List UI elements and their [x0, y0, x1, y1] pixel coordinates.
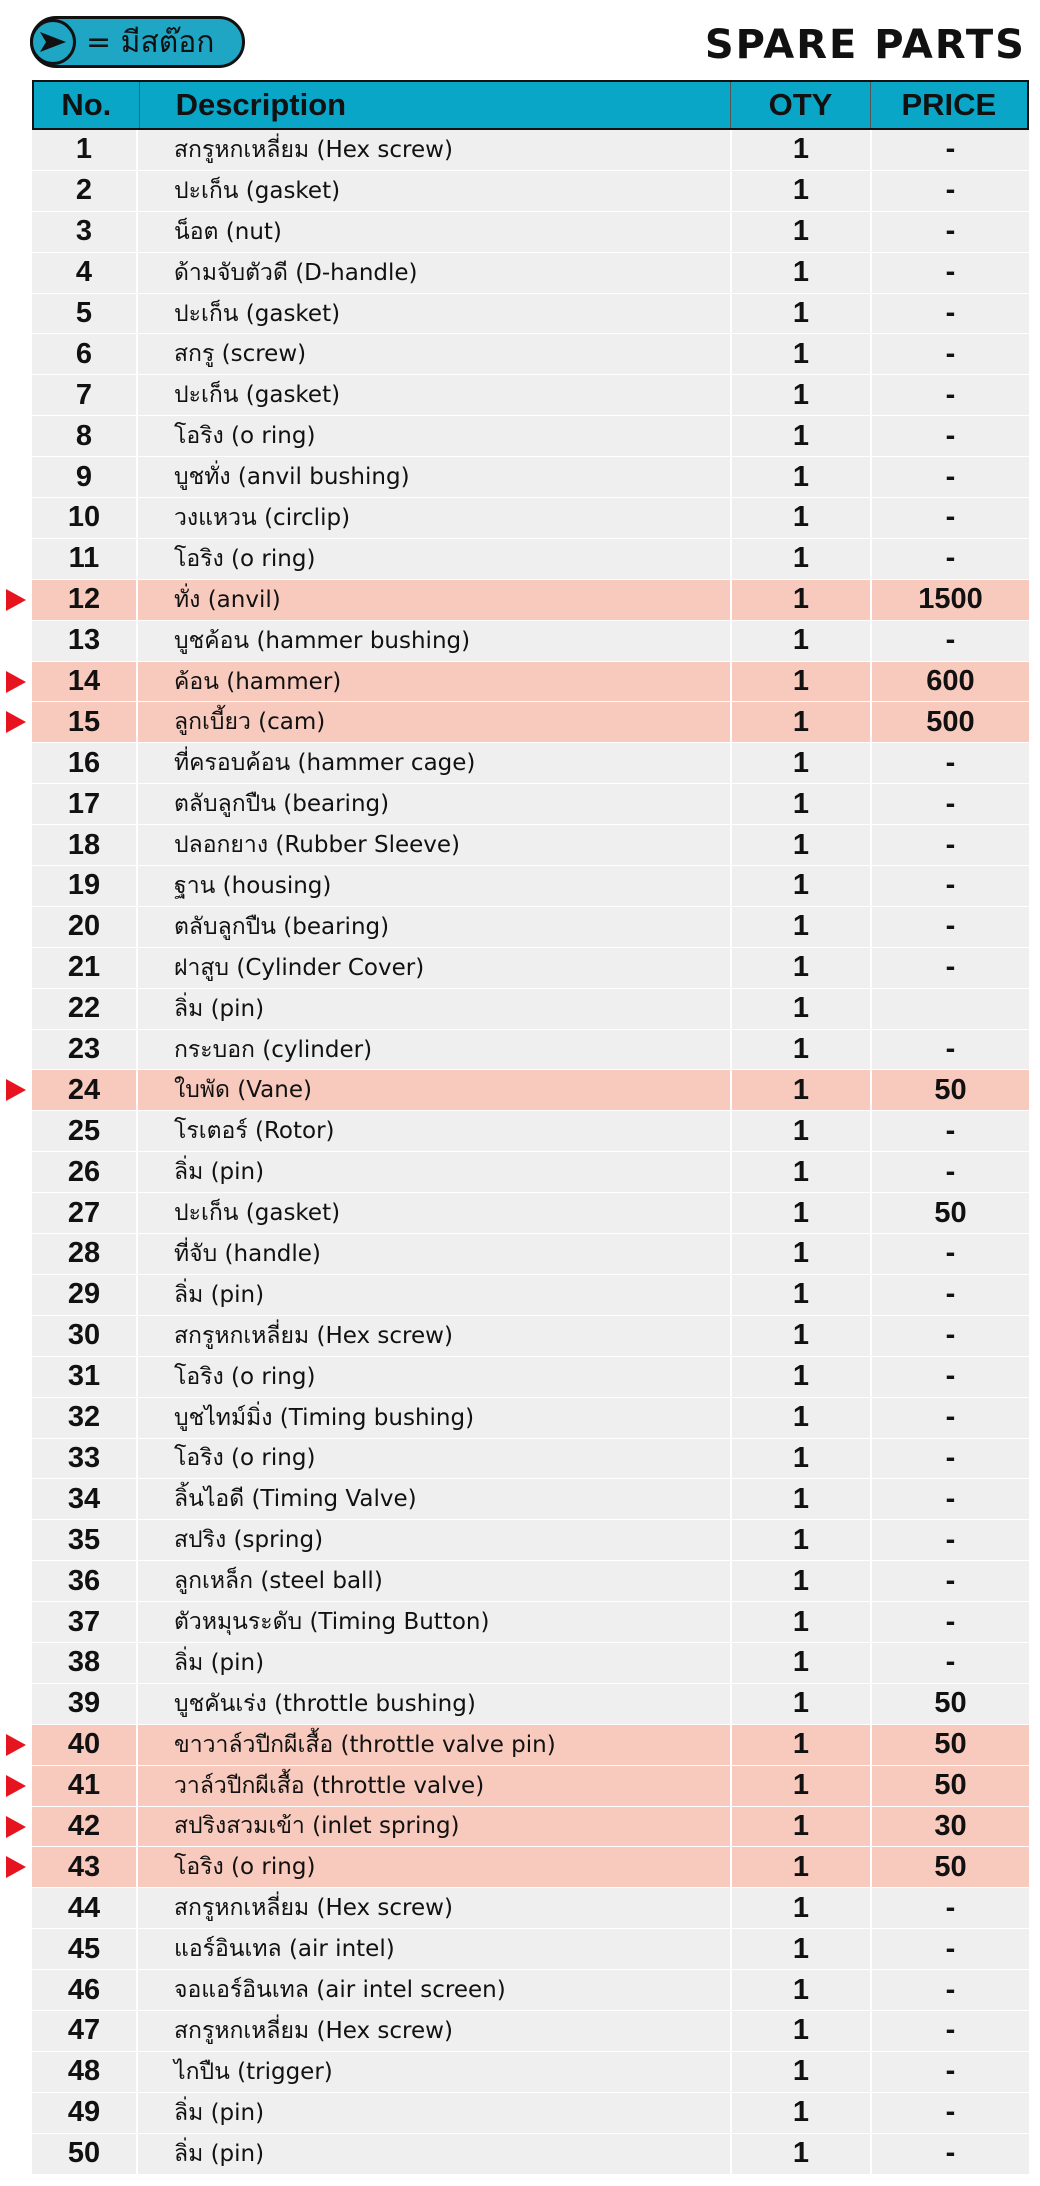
part-price: 50 — [934, 1196, 967, 1229]
part-qty: 1 — [732, 1070, 872, 1110]
part-qty: 1 — [732, 334, 872, 374]
part-price: - — [945, 501, 956, 534]
table-row — [32, 294, 1029, 335]
part-description: ลูกเบี้ยว (cam) — [138, 702, 732, 742]
table-row — [32, 1193, 1029, 1234]
part-price: - — [945, 1482, 956, 1515]
part-number: 25 — [32, 1111, 138, 1151]
part-description: โอริง (o ring) — [138, 539, 732, 579]
part-description: ลิ่ม (pin) — [138, 1275, 732, 1315]
part-price: - — [945, 378, 956, 411]
table-row — [32, 1643, 1029, 1684]
in-stock-marker-icon — [6, 671, 26, 693]
spare-parts-table — [32, 80, 1029, 2175]
part-qty: 1 — [732, 907, 872, 947]
part-description: ใบพัด (Vane) — [138, 1070, 732, 1110]
part-number: 13 — [32, 621, 138, 661]
part-description: โอริง (o ring) — [138, 416, 732, 456]
part-price: - — [945, 1155, 956, 1188]
in-stock-marker-icon — [6, 1079, 26, 1101]
table-row — [32, 702, 1029, 743]
part-price: - — [945, 1891, 956, 1924]
part-qty: 1 — [732, 1929, 872, 1969]
part-number: 5 — [32, 294, 138, 334]
table-row — [32, 784, 1029, 825]
table-row — [32, 2011, 1029, 2052]
table-row — [32, 1111, 1029, 1152]
part-qty: 1 — [732, 416, 872, 456]
part-price: - — [945, 1605, 956, 1638]
in-stock-marker-icon — [6, 1775, 26, 1797]
part-number: 50 — [32, 2134, 138, 2174]
part-description: ลิ้นไอดี (Timing Valve) — [138, 1479, 732, 1519]
part-qty: 1 — [732, 1479, 872, 1519]
part-qty: 1 — [732, 1725, 872, 1765]
part-number: 4 — [32, 253, 138, 293]
page-title: SPARE PARTS — [704, 22, 1026, 68]
part-number: 38 — [32, 1643, 138, 1683]
part-number: 47 — [32, 2011, 138, 2051]
part-qty: 1 — [732, 1357, 872, 1397]
part-description: สกรูหกเหลี่ยม (Hex screw) — [138, 2011, 732, 2051]
part-description: วาล์วปีกผีเสื้อ (throttle valve) — [138, 1766, 732, 1806]
part-price: - — [945, 1932, 956, 1965]
part-price: - — [945, 1646, 956, 1679]
column-header-description: Description — [140, 82, 732, 128]
part-number: 1 — [32, 130, 138, 170]
part-description: วงแหวน (circlip) — [138, 498, 732, 538]
part-price: - — [945, 542, 956, 575]
part-qty: 1 — [732, 662, 872, 702]
table-row — [32, 1520, 1029, 1561]
part-description: ปะเก็น (gasket) — [138, 375, 732, 415]
part-description: ลิ่ม (pin) — [138, 2134, 732, 2174]
part-number: 14 — [32, 662, 138, 702]
table-row — [32, 1561, 1029, 1602]
part-price: - — [945, 297, 956, 329]
table-row — [32, 1807, 1029, 1848]
in-stock-marker-icon — [6, 1734, 26, 1756]
part-price: - — [945, 624, 956, 657]
part-price: - — [945, 256, 956, 289]
part-number: 45 — [32, 1929, 138, 1969]
part-price: - — [945, 746, 956, 779]
part-qty: 1 — [732, 2093, 872, 2133]
part-price: - — [945, 2137, 956, 2170]
part-number: 15 — [32, 702, 138, 742]
part-price: 50 — [934, 1073, 967, 1106]
in-stock-marker-icon — [6, 1856, 26, 1878]
table-row — [32, 1766, 1029, 1807]
part-price: 50 — [934, 1687, 967, 1720]
part-price: - — [945, 460, 956, 493]
part-description: ตลับลูกปืน (bearing) — [138, 907, 732, 947]
part-description: ลิ่ม (pin) — [138, 989, 732, 1029]
part-description: ปะเก็น (gasket) — [138, 294, 732, 334]
part-qty: 1 — [732, 784, 872, 824]
part-number: 7 — [32, 375, 138, 415]
part-description: จอแอร์อินเทล (air intel screen) — [138, 1970, 732, 2010]
table-row — [32, 1479, 1029, 1520]
part-qty: 1 — [732, 212, 872, 252]
table-row — [32, 171, 1029, 212]
column-header-qty: OTY — [731, 82, 870, 128]
part-qty: 1 — [732, 1602, 872, 1642]
part-description: ลูกเหล็ก (steel ball) — [138, 1561, 732, 1601]
part-description: สกรูหกเหลี่ยม (Hex screw) — [138, 1888, 732, 1928]
table-row — [32, 621, 1029, 662]
part-number: 20 — [32, 907, 138, 947]
part-description: โอริง (o ring) — [138, 1357, 732, 1397]
in-stock-marker-icon — [6, 711, 26, 733]
part-number: 39 — [32, 1684, 138, 1724]
part-number: 12 — [32, 580, 138, 620]
part-qty: 1 — [732, 1520, 872, 1560]
part-price: - — [945, 951, 956, 984]
table-row — [32, 2093, 1029, 2134]
table-row — [32, 375, 1029, 416]
part-number: 33 — [32, 1439, 138, 1479]
part-price: - — [945, 2096, 956, 2129]
table-row — [32, 1847, 1029, 1888]
table-row — [32, 1929, 1029, 1970]
part-qty: 1 — [732, 1193, 872, 1233]
table-row — [32, 1316, 1029, 1357]
part-number: 28 — [32, 1234, 138, 1274]
part-number: 22 — [32, 989, 138, 1029]
table-row — [32, 1725, 1029, 1766]
part-price: - — [945, 1360, 956, 1393]
part-qty: 1 — [732, 743, 872, 783]
part-qty: 1 — [732, 1847, 872, 1887]
part-qty: 1 — [732, 948, 872, 988]
part-description: สกรูหกเหลี่ยม (Hex screw) — [138, 130, 732, 170]
part-qty: 1 — [732, 1643, 872, 1683]
table-row — [32, 1152, 1029, 1193]
table-row — [32, 1070, 1029, 1111]
part-price: - — [945, 1564, 956, 1597]
part-description: ปะเก็น (gasket) — [138, 171, 732, 211]
table-row — [32, 334, 1029, 375]
part-price: - — [945, 419, 956, 452]
table-row — [32, 539, 1029, 580]
part-qty: 1 — [732, 1030, 872, 1070]
part-qty: 1 — [732, 1234, 872, 1274]
part-description: ที่จับ (handle) — [138, 1234, 732, 1274]
table-row — [32, 948, 1029, 989]
part-qty: 1 — [732, 253, 872, 293]
part-qty: 1 — [732, 1398, 872, 1438]
part-price: 50 — [934, 1850, 967, 1883]
part-number: 31 — [32, 1357, 138, 1397]
part-qty: 1 — [732, 498, 872, 538]
part-price: - — [945, 1523, 956, 1556]
part-number: 46 — [32, 1970, 138, 2010]
part-number: 30 — [32, 1316, 138, 1356]
part-description: โอริง (o ring) — [138, 1847, 732, 1887]
part-description: ลิ่ม (pin) — [138, 1643, 732, 1683]
part-number: 17 — [32, 784, 138, 824]
part-price: - — [945, 1237, 956, 1270]
part-description: ลิ่ม (pin) — [138, 2093, 732, 2133]
part-qty: 1 — [732, 1316, 872, 1356]
part-qty: 1 — [732, 1275, 872, 1315]
table-row — [32, 1888, 1029, 1929]
part-number: 11 — [32, 539, 138, 579]
part-number: 41 — [32, 1766, 138, 1806]
part-number: 49 — [32, 2093, 138, 2133]
table-row — [32, 1275, 1029, 1316]
part-qty: 1 — [732, 1684, 872, 1724]
table-row — [32, 1398, 1029, 1439]
part-description: ตลับลูกปืน (bearing) — [138, 784, 732, 824]
part-number: 26 — [32, 1152, 138, 1192]
part-description: บูชค้อน (hammer bushing) — [138, 621, 732, 661]
part-qty: 1 — [732, 621, 872, 661]
part-description: น็อต (nut) — [138, 212, 732, 252]
part-number: 3 — [32, 212, 138, 252]
table-row — [32, 457, 1029, 498]
table-row — [32, 130, 1029, 171]
part-qty: 1 — [732, 1439, 872, 1479]
part-number: 40 — [32, 1725, 138, 1765]
part-description: ทั่ง (anvil) — [138, 580, 732, 620]
table-row — [32, 866, 1029, 907]
part-description: โรเตอร์ (Rotor) — [138, 1111, 732, 1151]
part-number: 8 — [32, 416, 138, 456]
part-number: 18 — [32, 825, 138, 865]
part-price: - — [945, 2014, 956, 2047]
part-number: 36 — [32, 1561, 138, 1601]
part-description: ปลอกยาง (Rubber Sleeve) — [138, 825, 732, 865]
part-price: - — [945, 1278, 956, 1311]
part-price: - — [945, 133, 956, 166]
part-qty: 1 — [732, 989, 872, 1029]
part-price: 30 — [934, 1809, 967, 1842]
part-qty: 1 — [732, 457, 872, 497]
part-price: - — [945, 1319, 956, 1352]
part-price: - — [945, 910, 956, 943]
part-description: ฝาสูบ (Cylinder Cover) — [138, 948, 732, 988]
part-description: ลิ่ม (pin) — [138, 1152, 732, 1192]
part-number: 48 — [32, 2052, 138, 2092]
part-qty: 1 — [732, 130, 872, 170]
part-qty: 1 — [732, 375, 872, 415]
table-header — [32, 80, 1029, 130]
part-number: 9 — [32, 457, 138, 497]
part-qty: 1 — [732, 171, 872, 211]
part-price: - — [945, 215, 956, 248]
table-row — [32, 1970, 1029, 2011]
in-stock-marker-icon — [6, 589, 26, 611]
in-stock-legend — [30, 16, 245, 68]
table-body — [32, 130, 1029, 2175]
table-row — [32, 1439, 1029, 1480]
part-price: 50 — [934, 1728, 967, 1761]
part-description: โอริง (o ring) — [138, 1439, 732, 1479]
part-description: ไกปืน (trigger) — [138, 2052, 732, 2092]
part-price: - — [945, 1033, 956, 1066]
part-number: 10 — [32, 498, 138, 538]
table-row — [32, 989, 1029, 1030]
part-number: 29 — [32, 1275, 138, 1315]
table-row — [32, 1684, 1029, 1725]
part-price: 500 — [926, 705, 975, 738]
part-qty: 1 — [732, 539, 872, 579]
part-description: กระบอก (cylinder) — [138, 1030, 732, 1070]
table-row — [32, 2134, 1029, 2175]
part-number: 42 — [32, 1807, 138, 1847]
table-row — [32, 825, 1029, 866]
table-row — [32, 907, 1029, 948]
part-number: 2 — [32, 171, 138, 211]
part-description: ด้ามจับตัวดี (D-handle) — [138, 253, 732, 293]
table-row — [32, 498, 1029, 539]
part-number: 23 — [32, 1030, 138, 1070]
part-qty: 1 — [732, 580, 872, 620]
part-number: 37 — [32, 1602, 138, 1642]
table-row — [32, 1030, 1029, 1071]
table-row — [32, 416, 1029, 457]
part-qty: 1 — [732, 1888, 872, 1928]
part-description: บูชคันเร่ง (throttle bushing) — [138, 1684, 732, 1724]
part-qty: 1 — [732, 2052, 872, 2092]
part-price: 600 — [926, 665, 975, 698]
part-number: 6 — [32, 334, 138, 374]
part-price: - — [945, 174, 956, 207]
part-number: 35 — [32, 1520, 138, 1560]
part-description: สกรู (screw) — [138, 334, 732, 374]
table-row — [32, 743, 1029, 784]
part-description: สปริงสวมเข้า (inlet spring) — [138, 1807, 732, 1847]
part-qty: 1 — [732, 825, 872, 865]
part-number: 44 — [32, 1888, 138, 1928]
column-header-no: No. — [34, 82, 140, 128]
part-qty: 1 — [732, 1807, 872, 1847]
part-qty: 1 — [732, 1111, 872, 1151]
table-row — [32, 580, 1029, 621]
part-qty: 1 — [732, 1561, 872, 1601]
part-qty: 1 — [732, 1152, 872, 1192]
part-qty: 1 — [732, 1970, 872, 2010]
part-description: ตัวหมุนระดับ (Timing Button) — [138, 1602, 732, 1642]
table-row — [32, 253, 1029, 294]
legend-text: = มีสต๊อก — [86, 24, 215, 60]
part-number: 34 — [32, 1479, 138, 1519]
part-price: - — [945, 1401, 956, 1434]
part-price: - — [945, 787, 956, 820]
part-price: 50 — [934, 1769, 967, 1802]
part-price: - — [945, 869, 956, 902]
in-stock-marker-icon — [6, 1816, 26, 1838]
part-number: 43 — [32, 1847, 138, 1887]
table-row — [32, 1234, 1029, 1275]
part-number: 24 — [32, 1070, 138, 1110]
column-header-price: PRICE — [901, 87, 997, 122]
part-description: บูชทั่ง (anvil bushing) — [138, 457, 732, 497]
part-price: - — [945, 1114, 956, 1147]
table-row — [32, 662, 1029, 703]
part-number: 19 — [32, 866, 138, 906]
part-price: - — [945, 1441, 956, 1474]
part-price: - — [945, 828, 956, 861]
part-description: ปะเก็น (gasket) — [138, 1193, 732, 1233]
part-price: 1500 — [918, 583, 983, 616]
part-qty: 1 — [732, 702, 872, 742]
table-row — [32, 1357, 1029, 1398]
table-row — [32, 212, 1029, 253]
part-number: 21 — [32, 948, 138, 988]
part-price: - — [945, 337, 956, 370]
part-qty: 1 — [732, 1766, 872, 1806]
part-description: ที่ครอบค้อน (hammer cage) — [138, 743, 732, 783]
part-qty: 1 — [732, 2134, 872, 2174]
part-price — [872, 989, 1029, 1029]
part-description: ค้อน (hammer) — [138, 662, 732, 702]
part-description: สปริง (spring) — [138, 1520, 732, 1560]
part-qty: 1 — [732, 866, 872, 906]
part-price: - — [945, 1973, 956, 2006]
part-qty: 1 — [732, 294, 872, 334]
part-description: สกรูหกเหลี่ยม (Hex screw) — [138, 1316, 732, 1356]
part-description: ขาวาล์วปีกผีเสื้อ (throttle valve pin) — [138, 1725, 732, 1765]
part-number: 27 — [32, 1193, 138, 1233]
table-row — [32, 1602, 1029, 1643]
part-price: - — [945, 2055, 956, 2088]
part-number: 16 — [32, 743, 138, 783]
part-description: ฐาน (housing) — [138, 866, 732, 906]
table-row — [32, 2052, 1029, 2093]
part-qty: 1 — [732, 2011, 872, 2051]
part-number: 32 — [32, 1398, 138, 1438]
part-description: แอร์อินเทล (air intel) — [138, 1929, 732, 1969]
part-description: บูชไทม์มิ่ง (Timing bushing) — [138, 1398, 732, 1438]
arrow-right-icon — [30, 19, 76, 65]
